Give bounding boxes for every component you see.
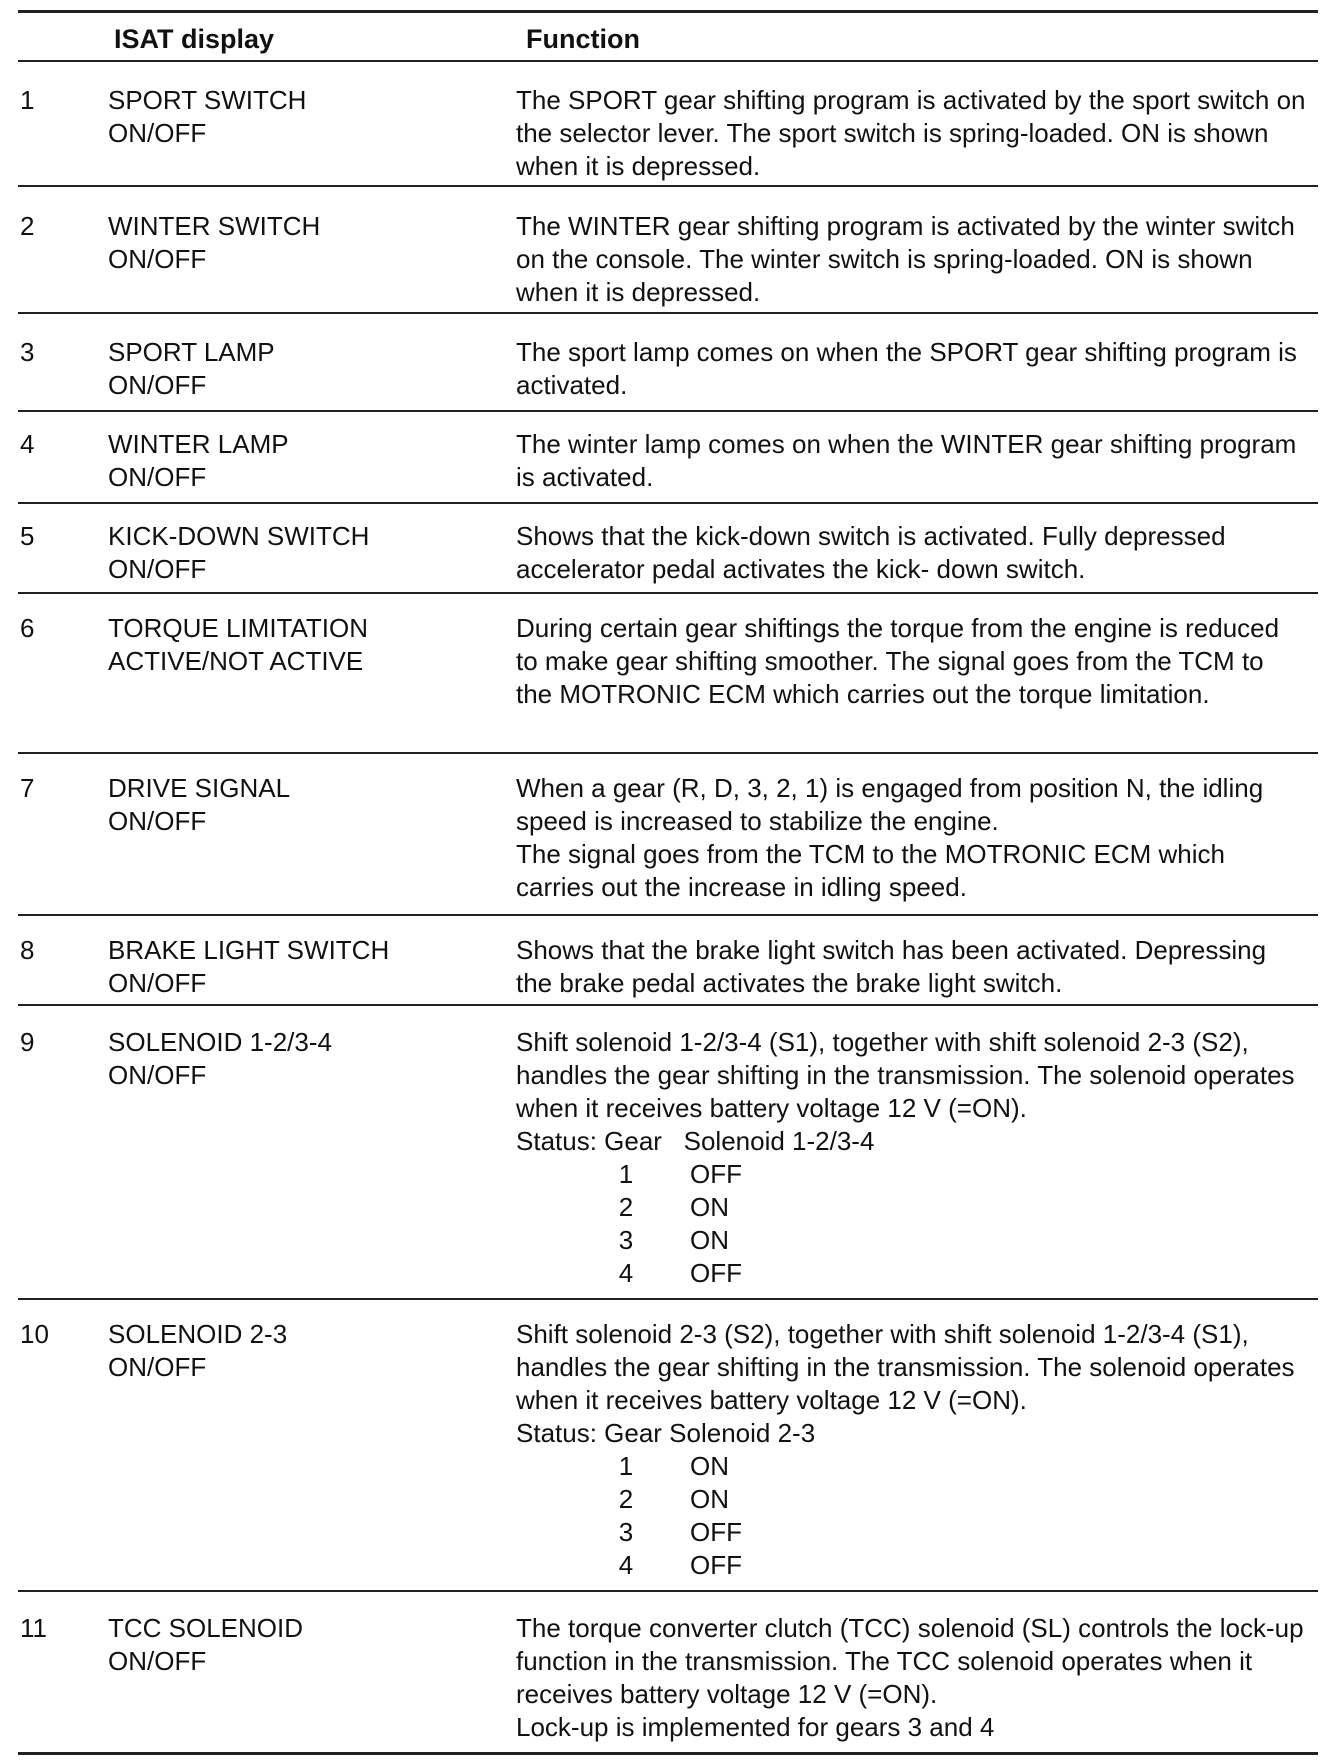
header-rule: [18, 60, 1318, 62]
status-row: 3 ON: [618, 1225, 729, 1255]
row-divider: [18, 592, 1318, 594]
function-description: The torque converter clutch (TCC) solenoid (SL) controls the lock-up function in the transmission. The TCC solenoid operates when it receives battery voltage 12 V (=ON). Lock-up is implemented for gears 3 and 4: [516, 1613, 1304, 1742]
row-number: 7: [20, 773, 35, 803]
row-divider: [18, 185, 1318, 187]
isat-display-label: KICK-DOWN SWITCH ON/OFF: [108, 521, 370, 584]
isat-display-label: WINTER SWITCH ON/OFF: [108, 211, 321, 274]
status-row: 2 ON: [618, 1484, 729, 1514]
header-function: Function: [526, 24, 640, 54]
row-number: 1: [20, 85, 35, 115]
row-number: 11: [20, 1613, 47, 1643]
function-description: The SPORT gear shifting program is activated by the sport switch on the selector lever. The sport switch is spring-loaded. ON is shown when it is depressed.: [516, 85, 1306, 181]
isat-display-label: SOLENOID 1-2/3-4 ON/OFF: [108, 1027, 332, 1090]
status-row: 4 OFF: [618, 1550, 742, 1580]
row-divider: [18, 312, 1318, 314]
status-header: Status: Gear Solenoid 1-2/3-4: [516, 1126, 875, 1156]
function-description: Shift solenoid 1-2/3-4 (S1), together with shift solenoid 2-3 (S2), handles the gear shifting in the transmission. The solenoid operates when it receives battery voltage 12 V (=ON). Status: Gear Solenoid 1-2/3-4 1 OFF 2 ON 3 ON 4 OFF: [516, 1026, 1306, 1290]
row-number: 3: [20, 337, 35, 367]
row-divider: [18, 914, 1318, 916]
isat-display-label: SOLENOID 2-3 ON/OFF: [108, 1319, 288, 1382]
function-description: The WINTER gear shifting program is activated by the winter switch on the console. The winter switch is spring-loaded. ON is shown when it is depressed.: [516, 211, 1295, 307]
function-description: Shift solenoid 2-3 (S2), together with shift solenoid 1-2/3-4 (S1), handles the gear shifting in the transmission. The solenoid operates when it receives battery voltage 12 V (=ON). Status: Gear Solenoid 2-3 1 ON 2 ON 3 OFF 4 OFF: [516, 1318, 1306, 1582]
solenoid-status-table: [516, 1158, 742, 1290]
isat-display-label: DRIVE SIGNAL ON/OFF: [108, 773, 291, 836]
function-description: The sport lamp comes on when the SPORT gear shifting program is activated.: [516, 337, 1297, 400]
solenoid-status-table: [516, 1450, 742, 1582]
row-number: 5: [20, 521, 35, 551]
row-divider: [18, 410, 1318, 412]
row-divider: [18, 1590, 1318, 1592]
status-header: Status: Gear Solenoid 2-3: [516, 1418, 816, 1448]
table-top-rule: [18, 10, 1318, 13]
status-row: 2 ON: [618, 1192, 729, 1222]
row-number: 2: [20, 211, 35, 241]
isat-display-label: SPORT LAMP ON/OFF: [108, 337, 275, 400]
row-number: 10: [20, 1319, 49, 1349]
isat-display-label: TCC SOLENOID ON/OFF: [108, 1613, 304, 1676]
function-description: When a gear (R, D, 3, 2, 1) is engaged from position N, the idling speed is increased to stabilize the engine. The signal goes from the TCM to the MOTRONIC ECM which carries out the increase in idling speed.: [516, 773, 1264, 902]
isat-display-label: SPORT SWITCH ON/OFF: [108, 85, 307, 148]
row-number: 8: [20, 935, 35, 965]
function-description: Shows that the brake light switch has been activated. Depressing the brake pedal activates the brake light switch.: [516, 935, 1267, 998]
row-number: 6: [20, 613, 35, 643]
status-row: 1 ON: [618, 1451, 729, 1481]
isat-display-label: WINTER LAMP ON/OFF: [108, 429, 289, 492]
status-row: 4 OFF: [618, 1258, 742, 1288]
function-description: During certain gear shiftings the torque from the engine is reduced to make gear shifting smoother. The signal goes from the TCM to the MOTRONIC ECM which carries out the torque limitation.: [516, 613, 1280, 709]
status-row: 1 OFF: [618, 1159, 742, 1189]
row-divider: [18, 1298, 1318, 1300]
function-description: Shows that the kick-down switch is activated. Fully depressed accelerator pedal activates the kick- down switch.: [516, 521, 1226, 584]
row-divider: [18, 502, 1318, 504]
table-bottom-rule: [18, 1752, 1318, 1755]
row-divider: [18, 1004, 1318, 1006]
row-number: 4: [20, 429, 35, 459]
isat-display-label: BRAKE LIGHT SWITCH ON/OFF: [108, 935, 390, 998]
isat-display-label: TORQUE LIMITATION ACTIVE/NOT ACTIVE: [108, 613, 369, 676]
row-number: 9: [20, 1027, 35, 1057]
header-isat-display: ISAT display: [114, 24, 275, 54]
status-row: 3 OFF: [618, 1517, 742, 1547]
row-divider: [18, 752, 1318, 754]
function-description: The winter lamp comes on when the WINTER gear shifting program is activated.: [516, 429, 1297, 492]
